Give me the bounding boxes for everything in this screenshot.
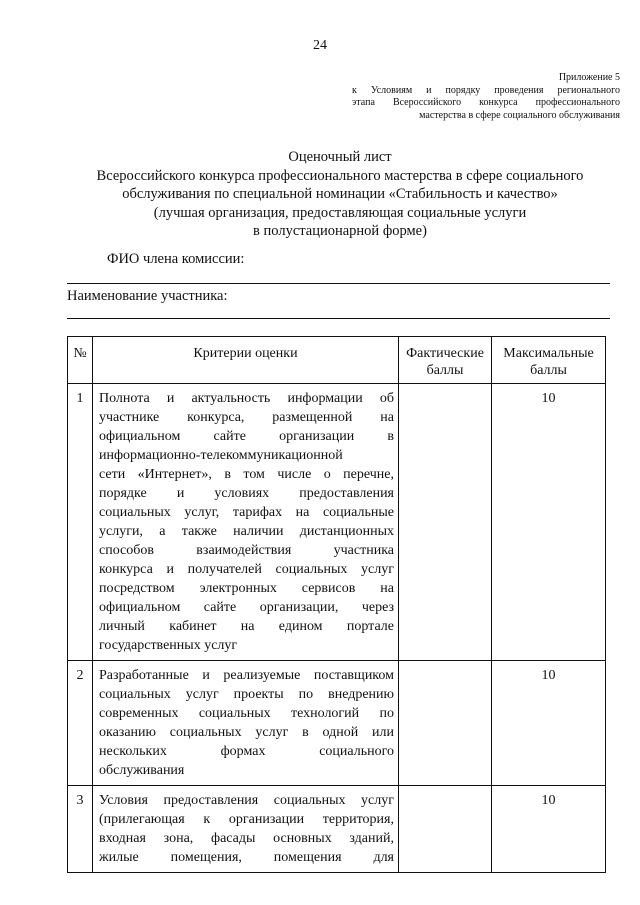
title-line: Всероссийского конкурса профессионального мастерства в сфере социального: [96, 167, 584, 184]
criteria-line: Условия предоставления социальных услуг: [99, 793, 394, 808]
criteria-line: участнике конкурса, размещенной на: [99, 410, 394, 425]
criteria-line: способов взаимодействия участника: [99, 543, 394, 558]
table-row: [68, 661, 606, 786]
appendix-note: [352, 72, 620, 122]
header-number: №: [68, 337, 93, 384]
criteria-line: социальных услуг, тарифах на социальные: [99, 505, 394, 520]
table-header-row: [68, 337, 606, 384]
row-criteria: [93, 384, 399, 661]
title-line: в полустационарной форме): [253, 223, 427, 239]
criteria-line: оказанию социальных услуг в одной или: [99, 725, 394, 740]
max-score-cell: 10: [492, 661, 606, 786]
row-number: 2: [68, 661, 93, 786]
criteria-line: нескольких формах социального: [99, 744, 394, 759]
title-line: обслуживания по специальной номинации «Стабильность и качество»: [122, 186, 558, 202]
criteria-line: официальном сайте организации, через: [99, 600, 394, 615]
title-line: (лучшая организация, предоставляющая социальные услуги: [153, 204, 527, 221]
document-title: [60, 148, 620, 241]
table-row: [68, 786, 606, 873]
appendix-line: мастерства в сфере социального обслуживания: [419, 109, 620, 121]
row-criteria: [93, 786, 399, 873]
appendix-line: этапа Всероссийского конкурса профессионального: [352, 97, 620, 108]
appendix-line: к Условиям и порядку проведения регионального: [352, 84, 620, 96]
criteria-line: современных социальных технологий по: [99, 706, 394, 721]
header-actual-score: Фактические баллы: [399, 337, 492, 384]
criteria-line: Разработанные и реализуемые поставщиком: [99, 668, 394, 683]
title-line: Оценочный лист: [288, 149, 392, 165]
row-number: 3: [68, 786, 93, 873]
criteria-line: информационно-телекоммуникационной: [99, 448, 343, 463]
criteria-line: Полнота и актуальность информации об: [99, 391, 394, 406]
actual-score-cell[interactable]: [399, 384, 492, 661]
participant-name-label: Наименование участника:: [67, 288, 228, 304]
commission-member-label: ФИО члена комиссии:: [107, 251, 245, 267]
max-score-cell: 10: [492, 786, 606, 873]
header-criteria: Критерии оценки: [93, 337, 399, 384]
criteria-line: конкурса и получателей социальных услуг: [99, 562, 394, 577]
criteria-line: государственных услуг: [99, 638, 238, 653]
page-number: 24: [313, 38, 327, 53]
criteria-line: посредством электронных сервисов на: [99, 581, 394, 596]
criteria-line: входная зона, фасады основных зданий,: [99, 831, 394, 846]
criteria-line: жилые помещения, помещения для: [99, 850, 394, 865]
criteria-line: сети «Интернет», в том числе о перечне,: [99, 467, 394, 482]
criteria-line: личный кабинет на едином портале: [99, 619, 394, 634]
criteria-line: (прилегающая к организации территория,: [99, 812, 394, 827]
commission-member-line[interactable]: [67, 283, 610, 284]
criteria-line: официальном сайте организации в: [99, 429, 394, 444]
max-score-cell: 10: [492, 384, 606, 661]
evaluation-table: [67, 336, 606, 873]
row-criteria: [93, 661, 399, 786]
participant-name-line[interactable]: [67, 318, 610, 319]
criteria-line: услуги, а также наличии дистанционных: [99, 524, 394, 539]
criteria-line: порядке и условиях предоставления: [99, 486, 394, 501]
appendix-line: Приложение 5: [558, 72, 620, 83]
row-number: 1: [68, 384, 93, 661]
header-max-score: Максимальные баллы: [492, 337, 606, 384]
criteria-line: социальных услуг проекты по внедрению: [99, 687, 394, 702]
table-row: [68, 384, 606, 661]
actual-score-cell[interactable]: [399, 661, 492, 786]
actual-score-cell[interactable]: [399, 786, 492, 873]
criteria-line: обслуживания: [99, 763, 185, 778]
